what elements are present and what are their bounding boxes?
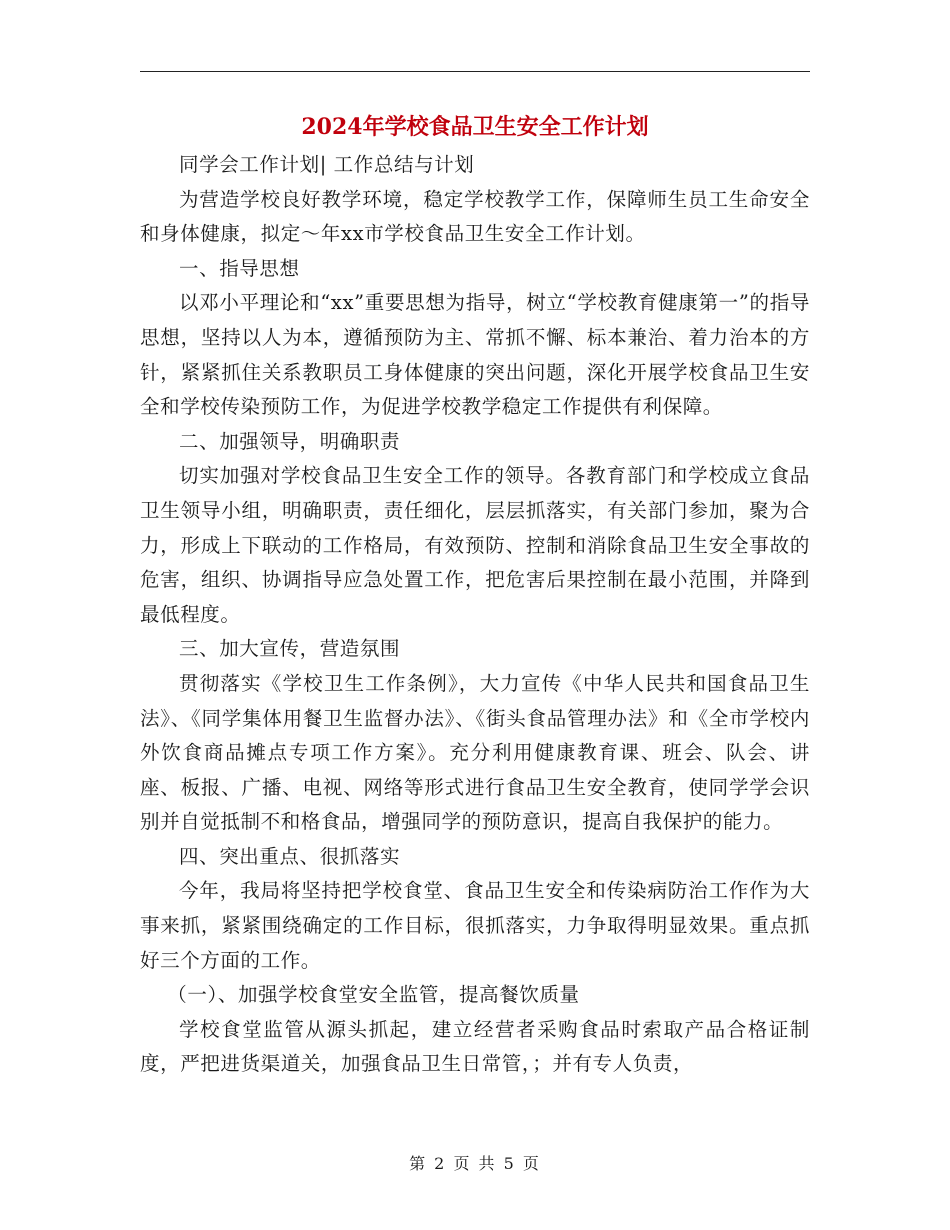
section-paragraph-3: 贯彻落实《学校卫生工作条例》，大力宣传《中华人民共和国食品卫生法》、《同学集体用餐卫生监督办法》、《街头食品管理办法》和《全市学校内外饮食商品摊点专项工作方案》。充分利用健康教育课、班会、队会、讲座、板报、广播、电视、网络等形式进行食品卫生安全教育，使同学学会识别并自觉抵制不和格食品，增强同学的预防意识，提高自我保护的能力。 bbox=[140, 671, 810, 834]
section-heading-1: 一、指导思想 bbox=[179, 256, 300, 280]
document-body bbox=[140, 148, 810, 1082]
section-heading-2: 二、加强领导，明确职责 bbox=[179, 429, 401, 453]
section-paragraph-1: 以邓小平理论和“xx”重要思想为指导，树立“学校教育健康第一”的指导思想，坚持以人为本，遵循预防为主、常抓不懈、标本兼治、着力治本的方针，紧紧抓住关系教职员工身体健康的突出问题，深化开展学校食品卫生安全和学校传染预防工作，为促进学校教学稳定工作提供有利保障。 bbox=[140, 291, 810, 419]
page-number: 第 2 页 共 5 页 bbox=[409, 1154, 541, 1173]
section-heading-3: 三、加大宣传，营造氛围 bbox=[179, 637, 401, 661]
intro-paragraph: 为营造学校良好教学环境，稳定学校教学工作，保障师生员工生命安全和身体健康，拟定～年xx市学校食品卫生安全工作计划。 bbox=[140, 187, 810, 246]
category-line: 同学会工作计划| 工作总结与计划 bbox=[179, 153, 475, 176]
section-paragraph-2: 切实加强对学校食品卫生安全工作的领导。各教育部门和学校成立食品卫生领导小组，明确职责，责任细化，层层抓落实，有关部门参加，聚为合力，形成上下联动的工作格局，有效预防、控制和消除食品卫生安全事故的危害，组织、协调指导应急处置工作，把危害后果控制在最小范围，并降到最低程度。 bbox=[140, 464, 810, 626]
document-title: 2024年学校食品卫生安全工作计划 bbox=[301, 114, 649, 140]
subsection-paragraph-1: 学校食堂监管从源头抓起，建立经营者采购食品时索取产品合格证制度，严把进货渠道关，加强食品卫生日常管，；并有专人负责， bbox=[140, 1017, 810, 1076]
section-heading-4: 四、突出重点、很抓落实 bbox=[179, 844, 401, 868]
subsection-heading-1: （一）、加强学校食堂安全监管，提高餐饮质量 bbox=[167, 983, 580, 1007]
header-rule bbox=[140, 71, 810, 72]
section-paragraph-4: 今年，我局将坚持把学校食堂、食品卫生安全和传染病防治工作作为大事来抓，紧紧围绕确定的工作目标，很抓落实，力争取得明显效果。重点抓好三个方面的工作。 bbox=[140, 879, 810, 972]
